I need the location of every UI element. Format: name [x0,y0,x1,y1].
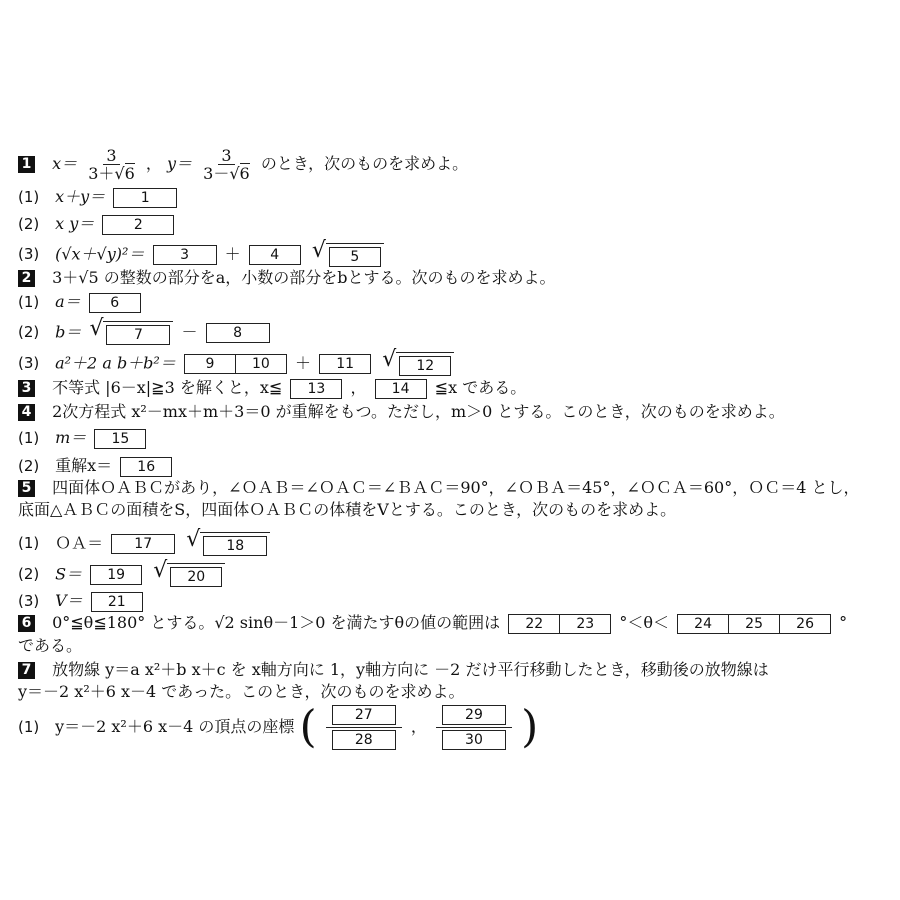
right-paren-icon: ) [521,701,539,753]
radical [186,527,270,556]
problem-6-tail: である。 [18,636,83,655]
problem-5-line-2 [18,500,676,520]
problem-7-statement-1: 放物線 y＝a x²＋b x＋c を x軸方向に 1，y軸方向に －2 だけ平行移動したとき，移動後の放物線は [52,660,769,679]
problem-4-statement: 2次方程式 x²－mx＋m＋3＝0 が重解をもつ。ただし，m＞0 とする。このとき，次のものを求めよ。 [52,402,785,421]
problem-number-2: 2 [18,270,35,287]
answer-box-7[interactable]: 7 [106,325,170,345]
answer-box-28[interactable]: 28 [332,730,396,750]
vertex-y-fraction [436,705,512,750]
problem-5-statement-1: 四面体ＯＡＢＣがあり，∠ＯＡＢ＝∠ＯＡＣ＝∠ＢＡＣ＝90°，∠ＯＢＡ＝45°，∠ＯＣＡ＝60°，ＯＣ＝4 とし， [52,478,860,497]
answer-box-26[interactable]: 26 [780,614,831,634]
problem-4-part-2 [18,456,175,477]
problem-1-instruction: のとき，次のものを求めよ。 [260,154,469,173]
part-expression: S＝ [55,564,83,584]
part-expression: 重解x＝ [55,456,113,475]
answer-box-18[interactable]: 18 [203,536,267,556]
plus-sign: ＋ [224,244,241,264]
part-label: (2) [18,457,40,475]
part-expression: V＝ [55,591,83,610]
part-label: (1) [18,718,40,736]
problem-3-tail: ≦x である。 [434,378,527,397]
x-denominator-head: 3＋ [88,164,115,183]
answer-box-24[interactable]: 24 [677,614,729,634]
problem-2-part-2 [18,316,273,345]
problem-3-statement: 不等式 |6－x|≧3 を解くと，x≦ [52,378,283,397]
part-label: (3) [18,592,40,610]
minus-sign: － [181,322,198,342]
problem-5-statement-2: 底面△ＡＢＣの面積をS，四面体ＯＡＢＣの体積をVとする。このとき，次のものを求めよ。 [18,500,677,519]
radical-sign-icon: √ [311,238,326,263]
problem-2-statement: 3＋√5 の整数の部分をa，小数の部分をbとする。次のものを求めよ。 [52,268,556,287]
y-numerator: 3 [218,147,234,165]
radical-sign-icon: √ [186,527,201,552]
problem-7-part-1 [18,701,539,753]
problem-number-6: 6 [18,615,35,632]
part-label: (2) [18,215,40,233]
answer-box-10[interactable]: 10 [236,354,287,374]
problem-5-line-1 [18,478,859,498]
problem-5-part-1 [18,527,273,556]
part-expression: b＝ [55,322,82,342]
x-denominator-radicand: 6 [124,164,135,183]
answer-box-23[interactable]: 23 [560,614,611,634]
answer-box-1[interactable]: 1 [113,188,177,208]
fraction-bar [436,727,512,728]
part-expression: a²＋2 a b＋b²＝ [55,353,176,373]
part-expression: x＋y＝ [55,187,106,206]
problem-7-line-1 [18,660,769,680]
answer-box-group-24-26 [677,614,831,634]
answer-box-group-9-10 [184,354,287,374]
problem-1-header [18,147,468,182]
problem-4-header [18,402,785,422]
part-label: (1) [18,293,40,311]
answer-box-8[interactable]: 8 [206,323,270,343]
part-label: (1) [18,429,40,447]
answer-box-16[interactable]: 16 [120,457,172,477]
x-fraction [85,147,138,182]
answer-box-14[interactable]: 14 [375,379,427,399]
part-label: (3) [18,245,40,264]
part-expression: x y＝ [55,214,95,233]
answer-box-2[interactable]: 2 [102,215,174,235]
radical [153,558,225,587]
part-expression: m＝ [55,428,87,447]
answer-box-group-22-23 [508,614,611,634]
x-definition-label: x＝ [52,154,78,173]
problem-number-5: 5 [18,480,35,497]
separator-comma: ， [350,378,367,397]
x-numerator: 3 [103,147,119,165]
radical-sign-icon: √ [153,558,168,583]
answer-box-13[interactable]: 13 [290,379,342,399]
x-denominator: 3＋√6 [88,164,135,183]
problem-number-3: 3 [18,380,35,397]
problem-1-part-1 [18,187,180,208]
left-paren-icon: ( [299,701,317,753]
answer-box-29[interactable]: 29 [442,705,506,725]
answer-box-21[interactable]: 21 [91,592,143,612]
answer-box-15[interactable]: 15 [94,429,146,449]
answer-box-6[interactable]: 6 [89,293,141,313]
problem-2-part-3 [18,347,457,376]
y-fraction [200,147,253,182]
problem-1-part-2 [18,214,177,235]
radical [382,347,454,376]
part-expression: (√x＋√y)²＝ [55,244,145,264]
problem-2-header [18,268,556,288]
part-label: (2) [18,565,40,584]
problem-2-part-1 [18,292,144,313]
answer-box-30[interactable]: 30 [442,730,506,750]
part-expression: ＯＡ＝ [55,533,104,553]
y-denominator: 3－√6 [203,164,250,183]
answer-box-12[interactable]: 12 [399,356,451,376]
problem-1-part-3 [18,238,387,267]
y-definition-label: y＝ [167,154,193,173]
radical [89,316,173,345]
problem-5-part-3 [18,591,146,612]
answer-box-3[interactable]: 3 [153,245,217,265]
part-expression: y＝－2 x²＋6 x－4 の頂点の座標 [55,717,295,736]
answer-box-9[interactable]: 9 [184,354,236,374]
radical [311,238,384,267]
answer-box-19[interactable]: 19 [90,565,142,585]
problem-7-statement-2: y＝－2 x²＋6 x－4 であった。このとき，次のものを求めよ。 [18,682,465,701]
problem-6-line-1 [18,613,847,634]
problem-3-line [18,378,526,399]
problem-4-part-1 [18,428,149,449]
answer-box-17[interactable]: 17 [111,534,175,554]
fraction-bar [326,727,402,728]
separator-comma: ， [410,717,427,736]
problem-number-4: 4 [18,404,35,421]
problem-7-line-2 [18,682,465,702]
radical-sign-icon: √ [382,347,397,372]
answer-box-22[interactable]: 22 [508,614,560,634]
vertex-x-fraction [326,705,402,750]
problem-5-part-2 [18,558,228,587]
problem-6-statement: 0°≦θ≦180° とする。√2 sinθ－1＞0 を満たすθの値の範囲は [52,613,501,632]
degree-sign: ° [839,613,848,632]
answer-box-4[interactable]: 4 [249,245,301,265]
answer-box-5[interactable]: 5 [329,247,381,267]
problem-number-7: 7 [18,662,35,679]
part-label: (1) [18,188,40,206]
answer-box-27[interactable]: 27 [332,705,396,725]
part-label: (3) [18,354,40,373]
answer-box-11[interactable]: 11 [319,354,371,374]
answer-box-20[interactable]: 20 [170,567,222,587]
problem-6-line-2 [18,636,82,656]
part-label: (1) [18,534,40,553]
inequality-middle: °＜θ＜ [619,613,669,632]
part-label: (2) [18,323,40,342]
problem-number-1: 1 [18,156,35,173]
radical-sign-icon: √ [89,316,104,341]
answer-box-25[interactable]: 25 [729,614,780,634]
plus-sign: ＋ [295,353,312,373]
y-denominator-head: 3－ [203,164,230,183]
part-expression: a＝ [55,292,81,311]
separator-comma: ， [145,154,162,173]
y-denominator-radicand: 6 [239,164,250,183]
